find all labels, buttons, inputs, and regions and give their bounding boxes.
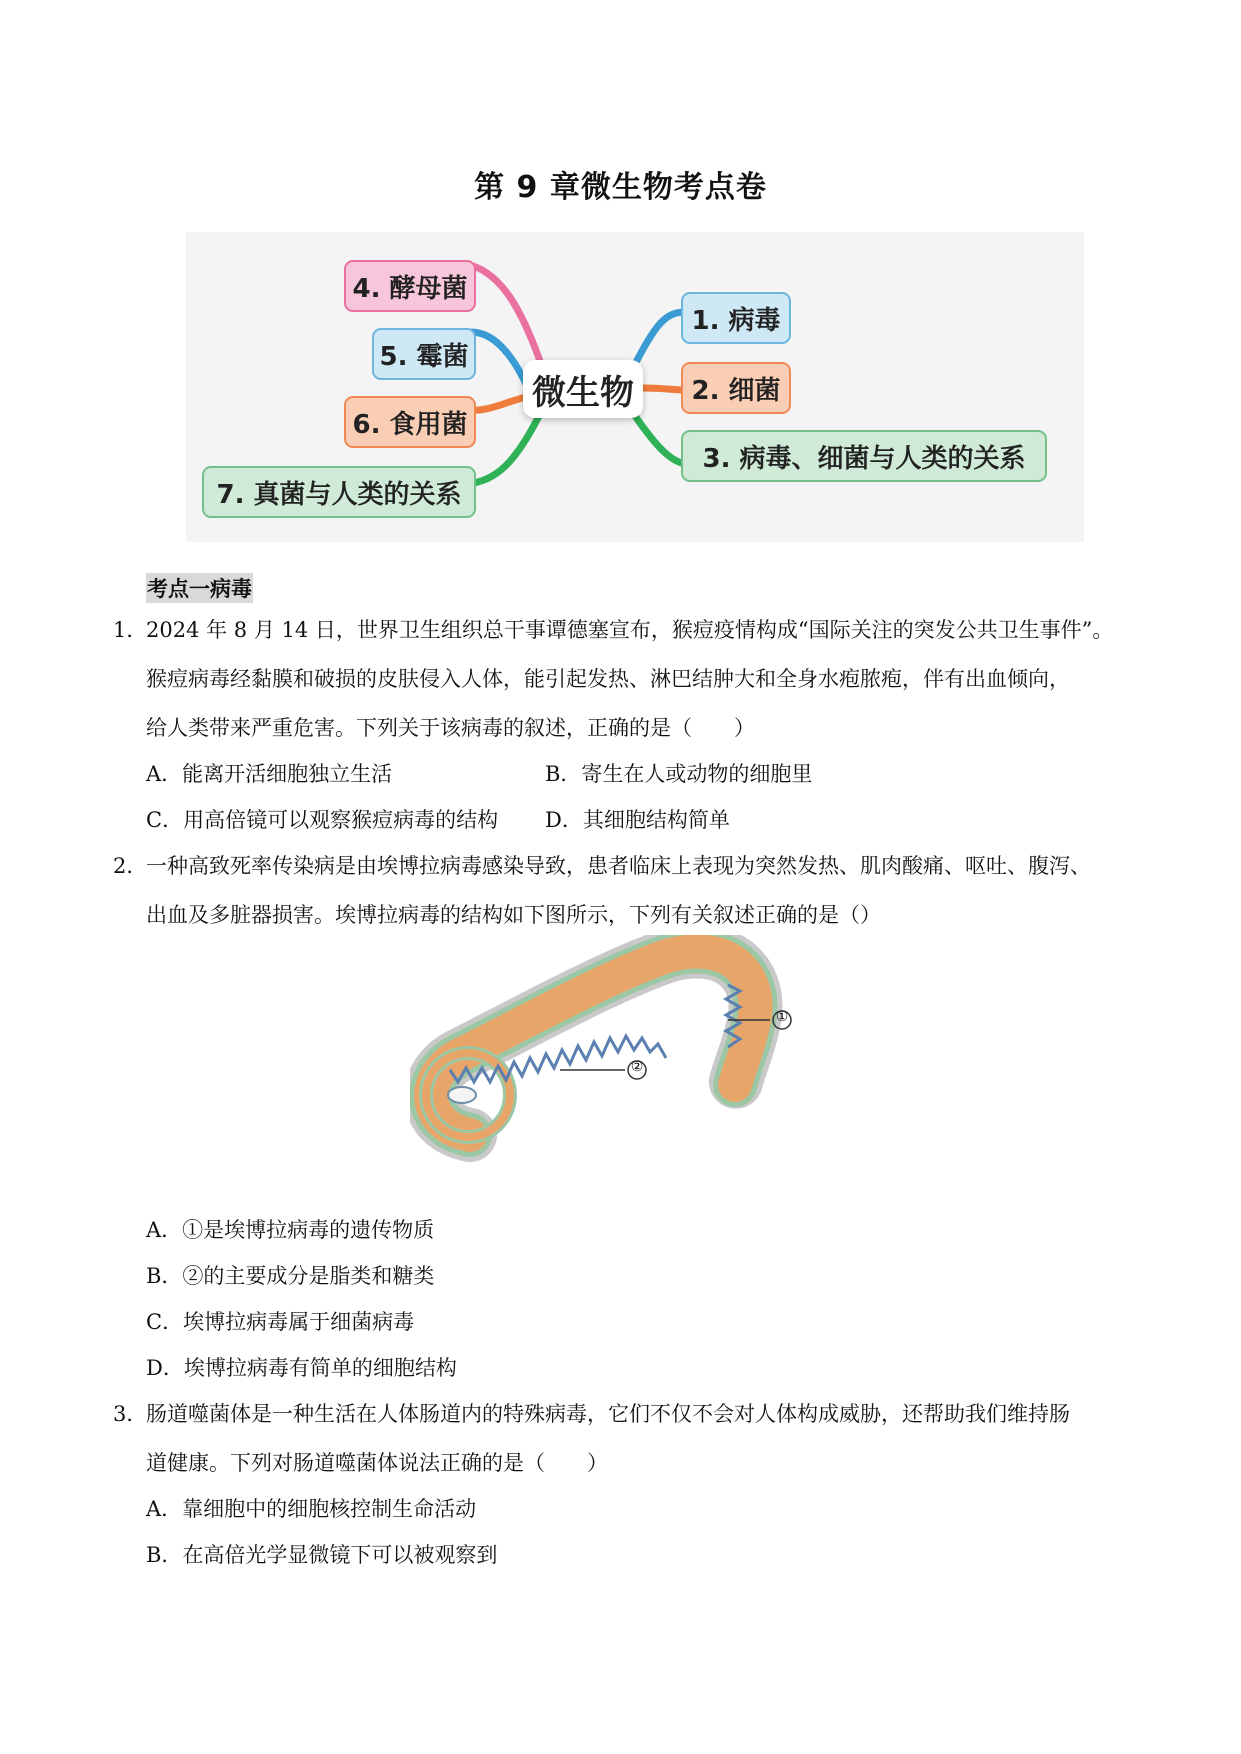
question-3-option-b: B．在高倍光学显微镜下可以被观察到 — [146, 1543, 498, 1567]
question-2-option-d: D．埃博拉病毒有简单的细胞结构 — [146, 1356, 457, 1380]
question-1-number: 1． — [113, 618, 148, 642]
question-2-option-c: C．埃博拉病毒属于细菌病毒 — [146, 1310, 415, 1334]
question-1-option-a: A．能离开活细胞独立生活 — [146, 762, 393, 786]
mindmap-node-virus: 1. 病毒 — [681, 292, 791, 344]
question-1-stem-line: 猴痘病毒经黏膜和破损的皮肤侵入人体，能引起发热、淋巴结肿大和全身水疱脓疱，伴有出血倾向， — [146, 667, 1070, 691]
figure-label-1: ① — [775, 1009, 789, 1025]
question-1-option-b: B．寄生在人或动物的细胞里 — [545, 762, 813, 786]
question-1-stem-line: 给人类带来严重危害。下列关于该病毒的叙述，正确的是（ ） — [146, 716, 755, 740]
question-1-option-c: C．用高倍镜可以观察猴痘病毒的结构 — [146, 808, 499, 832]
question-2-option-a: A．①是埃博拉病毒的遗传物质 — [146, 1218, 435, 1242]
mindmap-node-yeast: 4. 酵母菌 — [344, 260, 476, 312]
question-3-stem-line: 肠道噬菌体是一种生活在人体肠道内的特殊病毒，它们不仅不会对人体构成威胁，还帮助我们维持肠 — [146, 1402, 1070, 1426]
question-3-stem-line: 道健康。下列对肠道噬菌体说法正确的是（ ） — [146, 1451, 608, 1475]
mindmap-node-mushroom: 6. 食用菌 — [344, 396, 476, 448]
ebola-virus-figure — [410, 935, 830, 1185]
question-3-number: 3． — [113, 1402, 148, 1426]
page-title: 第 9 章微生物考点卷 — [474, 170, 767, 205]
mindmap-center: 微生物 — [523, 360, 643, 418]
section-heading: 考点一病毒 — [146, 573, 253, 603]
question-2-stem-line: 出血及多脏器损害。埃博拉病毒的结构如下图所示，下列有关叙述正确的是（） — [146, 903, 881, 927]
question-2-option-b: B．②的主要成分是脂类和糖类 — [146, 1264, 435, 1288]
ebola-virus-illustration — [410, 935, 830, 1185]
mindmap-figure — [186, 232, 1084, 542]
question-3-option-a: A．靠细胞中的细胞核控制生命活动 — [146, 1497, 477, 1521]
question-1-option-d: D．其细胞结构简单 — [545, 808, 730, 832]
mindmap-node-fungi-human: 7. 真菌与人类的关系 — [202, 466, 476, 518]
question-2-number: 2． — [113, 854, 148, 878]
mindmap-node-bacteria: 2. 细菌 — [681, 362, 791, 414]
mindmap-node-virus-bacteria-human: 3. 病毒、细菌与人类的关系 — [681, 430, 1047, 482]
mindmap-node-mold: 5. 霉菌 — [372, 328, 476, 380]
figure-label-2: ② — [630, 1059, 644, 1075]
question-1-stem-line: 2024 年 8 月 14 日，世界卫生组织总干事谭德塞宣布，猴痘疫情构成“国际关注的突发公共卫生事件”。 — [146, 618, 1114, 642]
question-2-stem-line: 一种高致死率传染病是由埃博拉病毒感染导致，患者临床上表现为突然发热、肌肉酸痛、呕吐、腹泻、 — [146, 854, 1091, 878]
